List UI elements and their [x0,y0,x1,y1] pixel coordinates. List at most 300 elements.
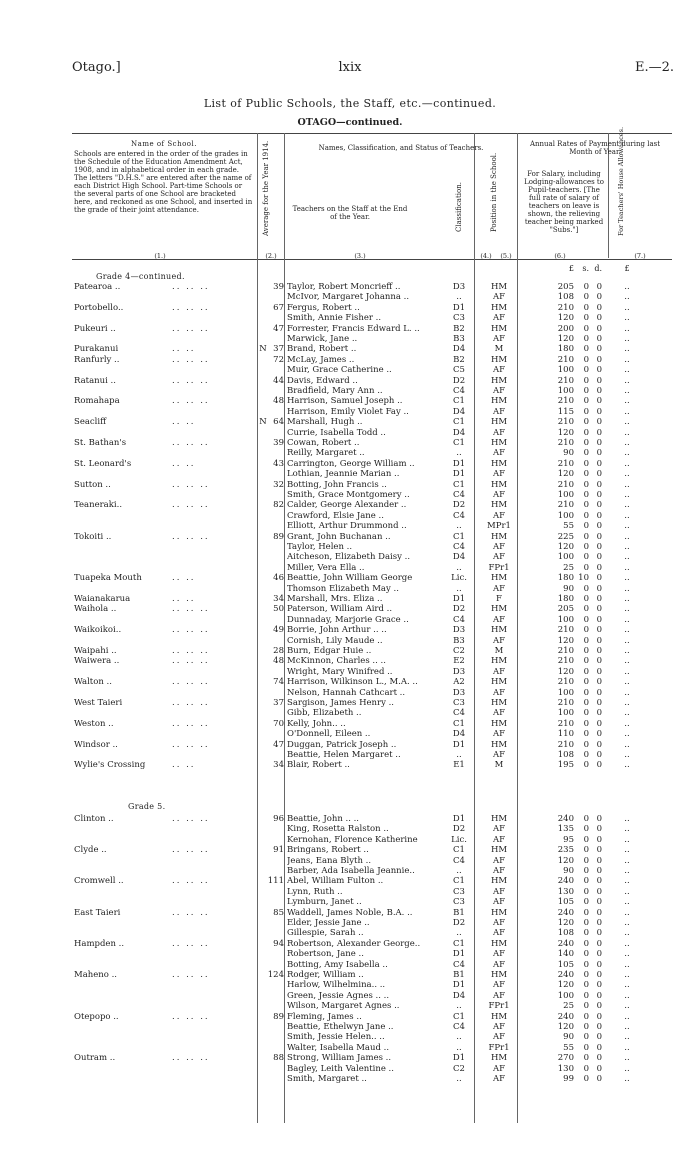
cell-d: 0 [596,583,602,594]
cell-a: .. [624,469,630,480]
table-title: List of Public Schools, the Staff, etc.—continued. [203,97,497,110]
cell-d: 0 [596,750,602,760]
cell-school: Sutton .. [74,479,111,490]
cell-cls: D1 [452,980,466,991]
cell-s: 0 [583,531,589,542]
table-row [72,760,672,771]
table-row [72,980,672,991]
header-left: Otago.] [72,60,121,75]
cell-s: 0 [583,396,589,407]
cell-avg: 96 [273,814,284,824]
cell-cls: D4 [452,344,466,355]
cell-avg: 48 [273,656,284,667]
cell-d: 0 [596,1001,602,1012]
cell-teacher: McLay, James .. [287,354,355,365]
table-row [72,459,672,470]
table-row [72,814,672,825]
cell-pos: AF [492,949,506,960]
cell-cls: C1 [453,417,465,428]
cell-pos: AF [492,980,506,991]
cell-a: .. [624,614,630,625]
cell-l: 120 [557,666,574,677]
cell-teacher: Marshall, Mrs. Eliza .. [287,594,383,604]
cell-d: 0 [596,292,602,303]
cell-l: 130 [557,886,574,897]
col1-header [74,140,254,214]
cell-s: 0 [583,1022,589,1032]
col-num-5: (5.) [500,252,512,260]
cell-d: 0 [596,282,602,292]
table-row [72,292,672,303]
cell-l: 210 [557,354,574,365]
cell-d: 0 [596,500,602,511]
cell-s: 0 [583,562,589,573]
cell-cls: D3 [452,625,466,636]
cell-a: .. [624,718,630,729]
cell-school: Tuapeka Mouth [74,573,142,584]
pence-label: d. [594,264,602,273]
cell-dots: .. .. .. [172,1053,210,1064]
cell-teacher: Marshall, Hugh .. [287,417,363,428]
cell-s: 0 [583,1001,589,1012]
cell-pos: HM [490,876,508,887]
cell-teacher: Beattie, Ethelwyn Jane .. [287,1022,394,1032]
cell-teacher: Fergus, Robert .. [287,302,360,313]
cell-teacher: Lynn, Ruth .. [287,886,343,897]
cell-dots: .. .. .. [172,604,210,615]
cell-avg: 47 [273,323,284,334]
cell-dots: .. .. [172,594,196,604]
cell-l: 235 [557,845,574,856]
cell-pos: HM [490,718,508,729]
cell-teacher: Currie, Isabella Todd .. [287,427,386,438]
cell-teacher: Miller, Vera Ella .. [287,562,365,573]
cell-a: .. [624,500,630,511]
cell-teacher: Bagley, Leith Valentine .. [287,1063,394,1074]
cell-l: 240 [557,1011,574,1022]
cell-dots: .. .. .. [172,656,210,667]
table-row [72,500,672,511]
cell-school: Maheno .. [74,970,117,980]
cell-a: .. [624,970,630,980]
cell-s: 0 [583,313,589,324]
cell-teacher: Harrison, Samuel Joseph .. [287,396,403,407]
cell-a: .. [624,334,630,344]
cell-l: 108 [557,750,574,760]
cell-d: 0 [596,323,602,334]
cell-s: 0 [583,990,589,1001]
cell-teacher: Robertson, Jane .. [287,949,364,960]
table-row [72,835,672,846]
cell-teacher: Elliott, Arthur Drummond .. [287,521,407,532]
cell-a: .. [624,417,630,428]
cell-s: 0 [583,282,589,292]
cell-teacher: Cowan, Robert .. [287,438,360,448]
cell-d: 0 [596,1053,602,1064]
cell-l: 95 [563,834,574,845]
cell-d: 0 [596,666,602,677]
cell-d: 0 [596,604,602,615]
table-row [72,1022,672,1033]
cell-s: 0 [583,949,589,960]
cell-s: 0 [583,970,589,980]
cell-s: 0 [583,1011,589,1022]
cell-cls: C4 [453,386,465,396]
table-row [72,1064,672,1075]
cell-cls: C2 [453,646,465,656]
cell-l: 240 [557,938,574,949]
cell-pos: F [496,594,502,604]
col7-header: For Teachers' House Allowances. [617,126,625,236]
cell-s: 0 [583,635,589,646]
cell-pos: HM [490,500,508,511]
cell-l: 100 [557,365,574,376]
cell-pos: HM [490,739,508,750]
cell-s: 0 [583,959,589,970]
cell-pos: HM [490,375,508,386]
table-row [72,1012,672,1023]
cell-d: 0 [596,1022,602,1032]
cell-teacher: Grant, John Buchanan .. [287,531,391,542]
cell-pos: HM [490,656,508,667]
cell-cls: D2 [452,824,466,835]
table-row [72,729,672,740]
cell-dots: .. .. .. [172,625,210,636]
cell-s: 0 [583,677,589,688]
cell-l: 55 [563,1042,574,1053]
cell-a: .. [624,448,630,459]
cell-cls: D4 [452,990,466,1001]
cell-pos: AF [492,928,506,939]
cell-teacher: Waddell, James Noble, B.A. .. [287,907,413,918]
cell-pos: HM [490,417,508,428]
cell-l: 180 [557,573,574,584]
cell-teacher: Fleming, James .. [287,1011,362,1022]
payment-group-header: Annual Rates of Payment during last Month of Year. [529,140,661,156]
table-row [72,552,672,563]
cell-a: .. [624,365,630,376]
cell-cls: .. [456,1074,462,1084]
cell-dots: .. .. .. [172,1011,210,1022]
cell-a: .. [624,438,630,448]
cell-l: 270 [557,1053,574,1064]
table-row [72,636,672,647]
cell-pos: AF [492,334,506,344]
cell-a: .. [624,959,630,970]
cell-avg: 28 [273,646,284,656]
cell-s: 0 [583,365,589,376]
cell-s: 10 [578,573,589,584]
cell-teacher: Abel, William Fulton .. [287,876,384,887]
cell-cls: D1 [452,458,466,469]
cell-l: 105 [557,897,574,908]
cell-d: 0 [596,646,602,656]
cell-teacher: Borrie, John Arthur .. .. [287,625,387,636]
cell-cls: C3 [453,886,465,897]
pound-label: £ [568,264,574,273]
cell-cls: C1 [453,438,465,448]
cell-cls: C4 [453,614,465,625]
cell-l: 90 [563,1032,574,1043]
cell-a: .. [624,282,630,292]
cell-teacher: Duggan, Patrick Joseph .. [287,739,397,750]
cell-teacher: Lothian, Jeannie Marian .. [287,469,400,480]
cell-s: 0 [583,542,589,552]
cell-s: 0 [583,490,589,500]
cell-d: 0 [596,302,602,313]
cell-s: 0 [583,510,589,521]
cell-br: N [259,417,267,428]
cell-teacher: Dunnaday, Marjorie Grace .. [287,614,409,625]
cell-pos: HM [490,698,508,708]
cell-s: 0 [583,739,589,750]
cell-dots: .. .. .. [172,739,210,750]
cell-cls: C1 [453,479,465,490]
cell-avg: 49 [273,625,284,636]
table-row [72,845,672,856]
cell-s: 0 [583,469,589,480]
cell-teacher: Smith, Annie Fisher .. [287,313,382,324]
cell-avg: 37 [273,698,284,708]
cell-teacher: Smith, Jessie Helen.. .. [287,1032,385,1043]
table-row [72,1001,672,1012]
cell-a: .. [624,980,630,991]
table-row [72,876,672,887]
cell-pos: HM [490,438,508,448]
cell-d: 0 [596,938,602,949]
cell-d: 0 [596,521,602,532]
cell-s: 0 [583,614,589,625]
col6-header: For Salary, including Lodging-allowances to Pupil-teachers. [The full rate of salary of teachers on leave is shown, the relieving teacher being marked "Subs."] [524,170,604,234]
cell-school: Teaneraki.. [74,500,123,511]
cell-cls: D3 [452,282,466,292]
col-num-4: (4.) [480,252,492,260]
cell-a: .. [624,834,630,845]
table-row [72,918,672,929]
cell-teacher: Elder, Jessie Jane .. [287,918,370,928]
cell-cls: D1 [452,739,466,750]
cell-pos: AF [492,1074,506,1084]
cell-a: .. [624,344,630,355]
cell-l: 120 [557,980,574,991]
cell-l: 240 [557,907,574,918]
cell-avg: 43 [273,458,284,469]
cell-teacher: Strong, William James .. [287,1053,392,1064]
cell-pos: AF [492,666,506,677]
cell-pos: AF [492,855,506,866]
cell-pos: AF [492,313,506,324]
cell-avg: 111 [267,876,284,887]
cell-s: 0 [583,479,589,490]
cell-school: West Taieri [74,698,123,708]
cell-cls: .. [456,562,462,573]
cell-a: .. [624,938,630,949]
cell-s: 0 [583,750,589,760]
cell-dots: .. .. .. [172,531,210,542]
table-row [72,428,672,439]
table-row [72,469,672,480]
cell-pos: AF [492,990,506,1001]
cell-d: 0 [596,959,602,970]
cell-teacher: Burn, Edgar Huie .. [287,646,372,656]
cell-s: 0 [583,824,589,835]
cell-s: 0 [583,427,589,438]
cell-d: 0 [596,490,602,500]
cell-l: 210 [557,698,574,708]
cell-teacher: Paterson, William Aird .. [287,604,393,615]
table-row [72,625,672,636]
cell-dots: .. .. .. [172,907,210,918]
cell-s: 0 [583,386,589,396]
cell-s: 0 [583,625,589,636]
cell-a: .. [624,918,630,928]
cell-d: 0 [596,614,602,625]
grade-4-heading: Grade 4—continued. [96,272,185,281]
cell-a: .. [624,990,630,1001]
cell-pos: AF [492,542,506,552]
cell-teacher: Calder, George Alexander .. [287,500,407,511]
cell-l: 100 [557,386,574,396]
cell-a: .. [624,1022,630,1032]
cell-d: 0 [596,708,602,719]
cell-cls: .. [456,1001,462,1012]
cell-s: 0 [583,760,589,771]
cell-cls: C5 [453,365,465,376]
cell-l: 55 [563,521,574,532]
cell-cls: D4 [452,729,466,740]
table-row [72,1043,672,1054]
cell-dots: .. .. .. [172,438,210,448]
cell-l: 105 [557,959,574,970]
col5-header: Position in the School. [490,152,498,232]
cell-l: 25 [563,1001,574,1012]
cell-l: 100 [557,510,574,521]
cell-a: .. [624,824,630,835]
cell-l: 90 [563,448,574,459]
cell-avg: 124 [267,970,284,980]
cell-br: N [259,344,267,355]
cell-s: 0 [583,354,589,365]
cell-cls: E2 [453,656,465,667]
cell-teacher: Kernohan, Florence Katherine [287,834,418,845]
table-row [72,573,672,584]
cell-d: 0 [596,718,602,729]
cell-dots: .. .. .. [172,302,210,313]
cell-a: .. [624,292,630,303]
cell-cls: C1 [453,845,465,856]
cell-d: 0 [596,354,602,365]
cell-s: 0 [583,500,589,511]
grade-5-heading: Grade 5. [128,802,166,811]
cell-pos: AF [492,635,506,646]
cell-a: .. [624,354,630,365]
cell-a: .. [624,1063,630,1074]
cell-l: 240 [557,876,574,887]
cell-dots: .. .. .. [172,677,210,688]
cell-a: .. [624,928,630,939]
cell-l: 210 [557,479,574,490]
shilling-label: s. [582,264,589,273]
cell-l: 120 [557,334,574,344]
cell-d: 0 [596,687,602,698]
cell-a: .. [624,313,630,324]
cell-pos: FPr1 [488,562,510,573]
cell-a: .. [624,760,630,771]
cell-pos: AF [492,687,506,698]
cell-cls: C1 [453,531,465,542]
cell-pos: AF [492,886,506,897]
cell-s: 0 [583,438,589,448]
cell-teacher: Marwick, Jane .. [287,334,358,344]
table-row [72,677,672,688]
cell-d: 0 [596,1032,602,1043]
cell-avg: 89 [273,1011,284,1022]
cell-l: 135 [557,824,574,835]
table-row [72,490,672,501]
cell-a: .. [624,666,630,677]
cell-pos: AF [492,866,506,876]
cell-teacher: Muir, Grace Catherine .. [287,365,392,376]
cell-pos: HM [490,938,508,949]
table-row [72,970,672,981]
cell-l: 100 [557,990,574,1001]
cell-cls: .. [456,750,462,760]
cell-teacher: Brand, Robert .. [287,344,357,355]
cell-pos: AF [492,1063,506,1074]
cell-avg: 74 [273,677,284,688]
table-row [72,396,672,407]
cell-cls: C1 [453,876,465,887]
cell-a: .. [624,375,630,386]
cell-pos: AF [492,406,506,417]
cell-s: 0 [583,375,589,386]
cell-cls: A2 [453,677,465,688]
cell-a: .. [624,635,630,646]
cell-teacher: Bradfield, Mary Ann .. [287,386,383,396]
cell-avg: 39 [273,438,284,448]
cell-s: 0 [583,1074,589,1084]
table-row [72,386,672,397]
table-row [72,365,672,376]
cell-a: .. [624,302,630,313]
cell-school: Waikoikoi.. [74,625,122,636]
cell-avg: 37 [273,344,284,355]
cell-s: 0 [583,708,589,719]
cell-teacher: Cornish, Lily Maude .. [287,635,383,646]
cell-cls: C1 [453,1011,465,1022]
cell-pos: HM [490,396,508,407]
cell-pos: AF [492,583,506,594]
cell-a: .. [624,583,630,594]
cell-a: .. [624,1053,630,1064]
cell-pos: AF [492,292,506,303]
table-row [72,407,672,418]
table-row [72,688,672,699]
cell-school: Walton .. [74,677,112,688]
cell-dots: .. .. .. [172,500,210,511]
cell-dots: .. .. [172,344,196,355]
cell-teacher: Wilson, Margaret Agnes .. [287,1001,400,1012]
table-row [72,303,672,314]
cell-s: 0 [583,458,589,469]
cell-cls: D4 [452,552,466,563]
table-row [72,866,672,877]
cell-school: Clinton .. [74,814,114,824]
cell-cls: C4 [453,708,465,719]
cell-d: 0 [596,886,602,897]
table-row [72,897,672,908]
cell-cls: C1 [453,718,465,729]
